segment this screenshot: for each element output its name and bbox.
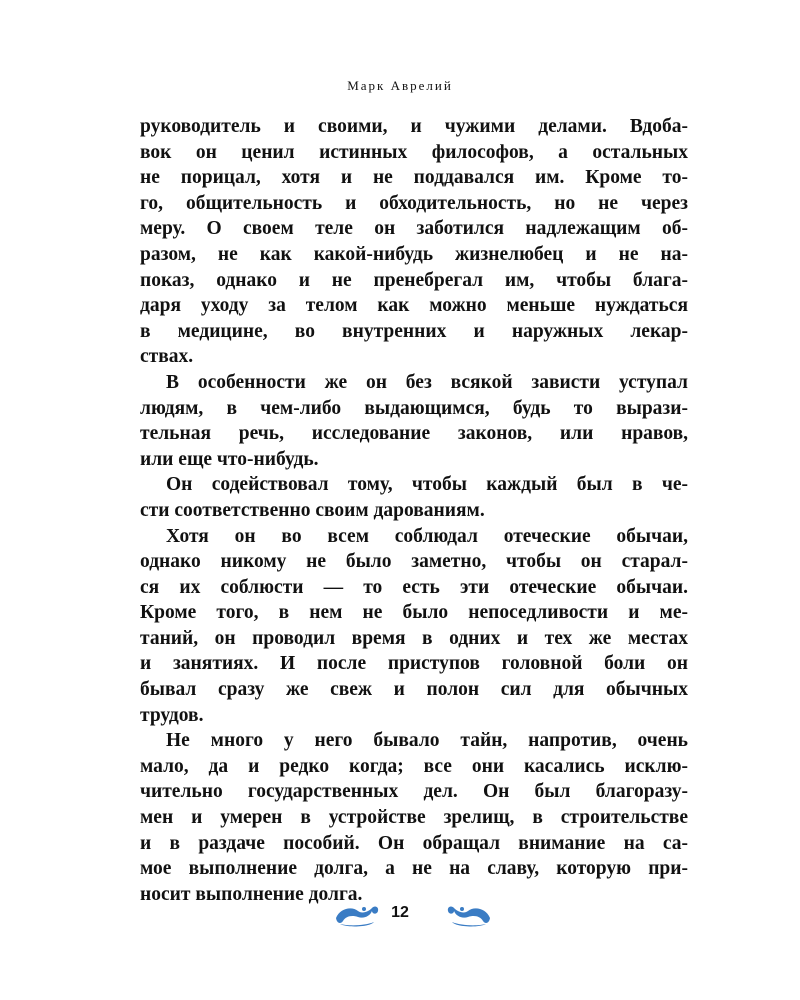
paragraph bbox=[140, 728, 688, 907]
scroll-ornament-icon bbox=[446, 902, 492, 928]
paragraph bbox=[140, 114, 688, 370]
text-line: носит выполнение долга. bbox=[140, 883, 363, 905]
text-line: ствах. bbox=[140, 346, 194, 368]
text-line: мое выполнение долга, а не на славу, которую при- bbox=[140, 858, 688, 880]
text-line: чительно государственных дел. Он был благоразу- bbox=[140, 781, 688, 803]
text-line: сти соответственно своим дарованиям. bbox=[140, 499, 485, 521]
text-line: таний, он проводил время в одних и тех же местах bbox=[140, 627, 688, 649]
paragraph bbox=[140, 472, 688, 523]
text-line: вок он ценил истинных философов, а остальных bbox=[140, 141, 688, 163]
text-line: даря уходу за телом как можно меньше нуждаться bbox=[140, 295, 688, 317]
text-line: руководитель и своими, и чужими делами. Вдоба- bbox=[140, 116, 688, 137]
text-line: Он содействовал тому, чтобы каждый был в че- bbox=[166, 474, 688, 496]
text-line: мало, да и редко когда; все они касались исклю- bbox=[140, 755, 688, 777]
page-number: 12 bbox=[391, 904, 409, 921]
text-line: разом, не как какой-нибудь жизнелюбец и не на- bbox=[140, 243, 688, 265]
text-line: и занятиях. И после приступов головной боли он bbox=[140, 653, 688, 675]
text-line: В особенности же он без всякой зависти уступал bbox=[166, 371, 688, 393]
text-line: однако никому не было заметно, чтобы он старал- bbox=[140, 551, 688, 573]
text-line: трудов. bbox=[140, 704, 204, 726]
text-line: меру. О своем теле он заботился надлежащим об- bbox=[140, 218, 688, 240]
text-line: го, общительность и обходительность, но не через bbox=[140, 192, 688, 214]
text-line: тельная речь, исследование законов, или нравов, bbox=[140, 423, 688, 445]
paragraph bbox=[140, 370, 688, 472]
text-line: Не много у него бывало тайн, напротив, очень bbox=[166, 730, 688, 752]
text-line: ся их соблюсти — то есть эти отеческие обычаи. bbox=[140, 576, 688, 598]
text-line: бывал сразу же свеж и полон сил для обычных bbox=[140, 679, 688, 701]
page-footer bbox=[0, 898, 800, 934]
text-line: и в раздаче пособий. Он обращал внимание на са- bbox=[140, 832, 688, 854]
text-line: людям, в чем-либо выдающимся, будь то вырази- bbox=[140, 397, 688, 419]
text-line: в медицине, во внутренних и наружных лекар- bbox=[140, 320, 688, 342]
running-head: Марк Аврелий bbox=[347, 78, 453, 93]
text-line: или еще что-нибудь. bbox=[140, 448, 319, 470]
text-line: показ, однако и не пренебрегал им, чтобы блага- bbox=[140, 269, 688, 291]
text-line: мен и умерен в устройстве зрелищ, в строительстве bbox=[140, 807, 688, 829]
paragraph bbox=[140, 524, 688, 729]
text-line: не порицал, хотя и не поддавался им. Кроме то- bbox=[140, 167, 688, 189]
body-text bbox=[140, 114, 688, 907]
text-line: Хотя он во всем соблюдал отеческие обычаи, bbox=[166, 525, 688, 547]
text-line: Кроме того, в нем не было непоседливости и ме- bbox=[140, 602, 688, 624]
